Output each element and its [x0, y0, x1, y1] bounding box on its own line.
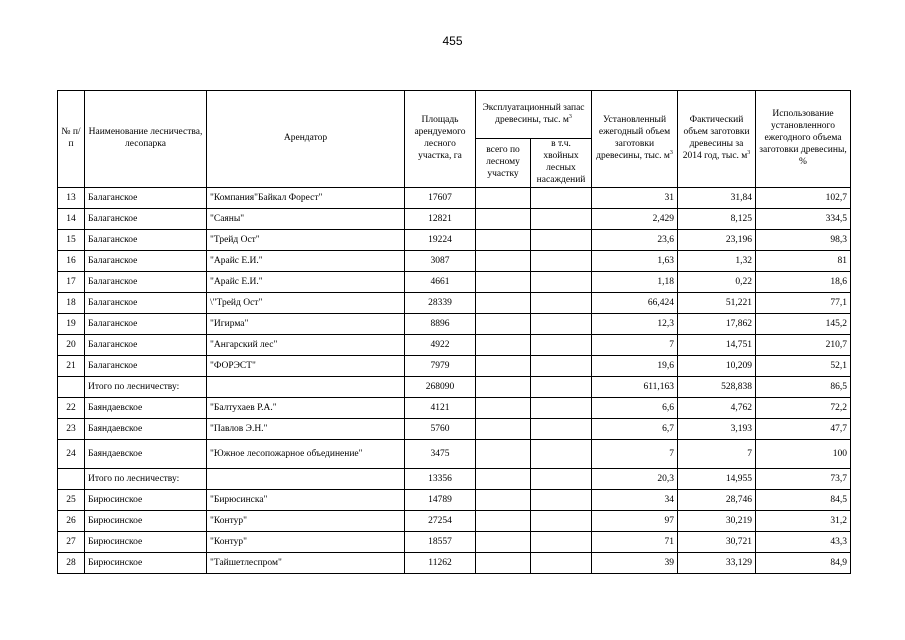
- cell-reserve-total: [476, 271, 531, 292]
- cell-actual: 8,125: [678, 208, 756, 229]
- cell-reserve-conifer: [531, 397, 592, 418]
- cell-usage: 86,5: [756, 376, 851, 397]
- cell-actual: 51,221: [678, 292, 756, 313]
- cell-tenant: "Саяны": [207, 208, 405, 229]
- cell-allowed: 23,6: [592, 229, 678, 250]
- cell-allowed: 6,6: [592, 397, 678, 418]
- cell-usage: 100: [756, 439, 851, 468]
- cell-area: 17607: [405, 187, 476, 208]
- table-row: [58, 229, 851, 250]
- cell-forestry: Балаганское: [85, 334, 207, 355]
- cell-reserve-conifer: [531, 531, 592, 552]
- cell-area: 7979: [405, 355, 476, 376]
- cell-num: [58, 376, 85, 397]
- cell-forestry: Баяндаевское: [85, 418, 207, 439]
- cell-allowed: 97: [592, 510, 678, 531]
- cell-allowed: 66,424: [592, 292, 678, 313]
- cell-usage: 210,7: [756, 334, 851, 355]
- cell-area: 268090: [405, 376, 476, 397]
- table-row: [58, 552, 851, 573]
- cell-area: 11262: [405, 552, 476, 573]
- cell-usage: 18,6: [756, 271, 851, 292]
- cell-forestry: Баяндаевское: [85, 397, 207, 418]
- table-row: [58, 397, 851, 418]
- cell-reserve-conifer: [531, 187, 592, 208]
- cell-actual: 30,721: [678, 531, 756, 552]
- cell-tenant: "Ангарский лес": [207, 334, 405, 355]
- cell-forestry: Бирюсинское: [85, 489, 207, 510]
- cell-tenant: [207, 468, 405, 489]
- cell-actual: 528,838: [678, 376, 756, 397]
- cell-reserve-total: [476, 418, 531, 439]
- cell-reserve-conifer: [531, 510, 592, 531]
- cell-reserve-total: [476, 397, 531, 418]
- cell-tenant: \"Трейд Ост": [207, 292, 405, 313]
- cell-num: 18: [58, 292, 85, 313]
- cell-reserve-total: [476, 510, 531, 531]
- cell-allowed: 34: [592, 489, 678, 510]
- cell-tenant: "Южное лесопожарное объединение": [207, 439, 405, 468]
- cell-reserve-conifer: [531, 334, 592, 355]
- cell-area: 3475: [405, 439, 476, 468]
- cell-reserve-total: [476, 208, 531, 229]
- cell-num: 26: [58, 510, 85, 531]
- cell-reserve-conifer: [531, 313, 592, 334]
- header-reserve-text: Эксплуатационный запас древесины, тыс. м: [482, 102, 585, 125]
- cell-reserve-total: [476, 531, 531, 552]
- cell-actual: 14,955: [678, 468, 756, 489]
- cell-num: 28: [58, 552, 85, 573]
- table-row: [58, 334, 851, 355]
- cell-reserve-conifer: [531, 229, 592, 250]
- cell-tenant: "Контур": [207, 510, 405, 531]
- cell-actual: 14,751: [678, 334, 756, 355]
- page-number: 455: [442, 34, 463, 48]
- cell-usage: 84,5: [756, 489, 851, 510]
- cell-allowed: 39: [592, 552, 678, 573]
- cell-tenant: "Балтухаев Р.А.": [207, 397, 405, 418]
- header-actual: [678, 91, 756, 188]
- cell-forestry: Балаганское: [85, 271, 207, 292]
- cell-reserve-conifer: [531, 489, 592, 510]
- cell-actual: 4,762: [678, 397, 756, 418]
- header-num: № п/п: [58, 91, 85, 188]
- cell-area: 4661: [405, 271, 476, 292]
- cell-allowed: 2,429: [592, 208, 678, 229]
- cell-forestry: Балаганское: [85, 313, 207, 334]
- cell-usage: 47,7: [756, 418, 851, 439]
- table-row: [58, 510, 851, 531]
- cell-tenant: "ФОРЭСТ": [207, 355, 405, 376]
- cell-reserve-conifer: [531, 271, 592, 292]
- cell-usage: 31,2: [756, 510, 851, 531]
- table-row: [58, 208, 851, 229]
- cell-actual: 17,862: [678, 313, 756, 334]
- cell-forestry: Бирюсинское: [85, 510, 207, 531]
- table-row: [58, 355, 851, 376]
- cell-num: 25: [58, 489, 85, 510]
- cell-allowed: 7: [592, 439, 678, 468]
- cell-actual: 28,746: [678, 489, 756, 510]
- cell-reserve-total: [476, 468, 531, 489]
- cell-num: 20: [58, 334, 85, 355]
- cell-usage: 43,3: [756, 531, 851, 552]
- cell-reserve-total: [476, 439, 531, 468]
- cell-area: 13356: [405, 468, 476, 489]
- cell-forestry: Бирюсинское: [85, 531, 207, 552]
- cell-reserve-conifer: [531, 552, 592, 573]
- cell-tenant: [207, 376, 405, 397]
- cell-area: 18557: [405, 531, 476, 552]
- cell-reserve-conifer: [531, 439, 592, 468]
- cell-area: 3087: [405, 250, 476, 271]
- cell-forestry: Бирюсинское: [85, 552, 207, 573]
- header-area: Площадь арендуемого лесного участка, га: [405, 91, 476, 188]
- cell-forestry: Баяндаевское: [85, 439, 207, 468]
- table-row: [58, 187, 851, 208]
- header-allowed-sup: 3: [669, 149, 673, 156]
- table-row: [58, 418, 851, 439]
- cell-usage: 334,5: [756, 208, 851, 229]
- cell-area: 27254: [405, 510, 476, 531]
- cell-forestry: Балаганское: [85, 355, 207, 376]
- header-tenant: Арендатор: [207, 91, 405, 188]
- cell-num: 24: [58, 439, 85, 468]
- cell-reserve-total: [476, 489, 531, 510]
- table-body: [58, 187, 851, 573]
- cell-actual: 33,129: [678, 552, 756, 573]
- cell-forestry: Балаганское: [85, 292, 207, 313]
- cell-tenant: "Контур": [207, 531, 405, 552]
- cell-allowed: 1,18: [592, 271, 678, 292]
- cell-actual: 1,32: [678, 250, 756, 271]
- cell-actual: 31,84: [678, 187, 756, 208]
- cell-usage: 77,1: [756, 292, 851, 313]
- cell-forestry: Балаганское: [85, 250, 207, 271]
- cell-reserve-total: [476, 313, 531, 334]
- header-reserve-sup: 3: [568, 113, 572, 120]
- cell-allowed: 611,163: [592, 376, 678, 397]
- header-usage: Использование установленного ежегодного объема заготовки древесины, %: [756, 91, 851, 188]
- table-row: [58, 313, 851, 334]
- cell-area: 14789: [405, 489, 476, 510]
- cell-reserve-total: [476, 552, 531, 573]
- cell-num: 19: [58, 313, 85, 334]
- cell-allowed: 71: [592, 531, 678, 552]
- cell-usage: 81: [756, 250, 851, 271]
- cell-reserve-conifer: [531, 376, 592, 397]
- cell-num: 22: [58, 397, 85, 418]
- table-row: [58, 271, 851, 292]
- header-reserve-total: всего по лесному участку: [476, 139, 531, 188]
- cell-tenant: "Арайс Е.И.": [207, 271, 405, 292]
- cell-actual: 3,193: [678, 418, 756, 439]
- cell-reserve-total: [476, 334, 531, 355]
- cell-tenant: "Трейд Ост": [207, 229, 405, 250]
- cell-reserve-total: [476, 229, 531, 250]
- cell-num: 14: [58, 208, 85, 229]
- cell-usage: 72,2: [756, 397, 851, 418]
- cell-forestry: Балаганское: [85, 208, 207, 229]
- cell-usage: 145,2: [756, 313, 851, 334]
- cell-area: 28339: [405, 292, 476, 313]
- cell-num: 13: [58, 187, 85, 208]
- cell-num: 27: [58, 531, 85, 552]
- cell-reserve-conifer: [531, 355, 592, 376]
- header-forestry: Наименование лесничества, лесопарка: [85, 91, 207, 188]
- cell-usage: 73,7: [756, 468, 851, 489]
- cell-tenant: "Павлов Э.Н.": [207, 418, 405, 439]
- cell-allowed: 31: [592, 187, 678, 208]
- cell-allowed: 6,7: [592, 418, 678, 439]
- timber-harvest-table: [57, 90, 851, 574]
- cell-reserve-conifer: [531, 418, 592, 439]
- cell-reserve-total: [476, 187, 531, 208]
- cell-area: 12821: [405, 208, 476, 229]
- cell-area: 4121: [405, 397, 476, 418]
- cell-forestry: Итого по лесничеству:: [85, 376, 207, 397]
- cell-usage: 84,9: [756, 552, 851, 573]
- cell-num: 17: [58, 271, 85, 292]
- cell-reserve-total: [476, 355, 531, 376]
- cell-allowed: 19,6: [592, 355, 678, 376]
- cell-tenant: "Арайс Е.И.": [207, 250, 405, 271]
- cell-num: 16: [58, 250, 85, 271]
- cell-allowed: 12,3: [592, 313, 678, 334]
- cell-reserve-conifer: [531, 292, 592, 313]
- cell-actual: 10,209: [678, 355, 756, 376]
- cell-tenant: "Компания"Байкал Форест": [207, 187, 405, 208]
- cell-num: [58, 468, 85, 489]
- table-header: [58, 91, 851, 188]
- cell-allowed: 1,63: [592, 250, 678, 271]
- table-row: [58, 250, 851, 271]
- cell-num: 21: [58, 355, 85, 376]
- cell-tenant: "Бирюсинска": [207, 489, 405, 510]
- cell-usage: 98,3: [756, 229, 851, 250]
- cell-area: 8896: [405, 313, 476, 334]
- cell-area: 4922: [405, 334, 476, 355]
- cell-reserve-conifer: [531, 208, 592, 229]
- cell-usage: 52,1: [756, 355, 851, 376]
- cell-forestry: Итого по лесничеству:: [85, 468, 207, 489]
- cell-usage: 102,7: [756, 187, 851, 208]
- cell-reserve-total: [476, 250, 531, 271]
- table-row: [58, 439, 851, 468]
- header-reserve-conifer: в т.ч. хвойных лесных насаждений: [531, 139, 592, 188]
- header-allowed-text: Установленный ежегодный объем заготовки древесины, тыс. м: [596, 115, 671, 161]
- cell-actual: 7: [678, 439, 756, 468]
- cell-actual: 30,219: [678, 510, 756, 531]
- cell-reserve-conifer: [531, 250, 592, 271]
- header-allowed: [592, 91, 678, 188]
- header-actual-text: Фактический объем заготовки древесины за 2014 год, тыс. м: [682, 115, 750, 161]
- cell-actual: 0,22: [678, 271, 756, 292]
- cell-tenant: "Игирма": [207, 313, 405, 334]
- cell-reserve-total: [476, 292, 531, 313]
- subtotal-row: [58, 468, 851, 489]
- cell-actual: 23,196: [678, 229, 756, 250]
- header-reserve: [476, 91, 592, 139]
- header-actual-sup: 3: [747, 149, 751, 156]
- cell-forestry: Балаганское: [85, 187, 207, 208]
- cell-forestry: Балаганское: [85, 229, 207, 250]
- cell-allowed: 7: [592, 334, 678, 355]
- cell-num: 23: [58, 418, 85, 439]
- cell-reserve-total: [476, 376, 531, 397]
- subtotal-row: [58, 376, 851, 397]
- cell-area: 19224: [405, 229, 476, 250]
- cell-reserve-conifer: [531, 468, 592, 489]
- table-row: [58, 292, 851, 313]
- table-row: [58, 531, 851, 552]
- table-row: [58, 489, 851, 510]
- cell-tenant: "Тайшетлеспром": [207, 552, 405, 573]
- cell-area: 5760: [405, 418, 476, 439]
- cell-num: 15: [58, 229, 85, 250]
- cell-allowed: 20,3: [592, 468, 678, 489]
